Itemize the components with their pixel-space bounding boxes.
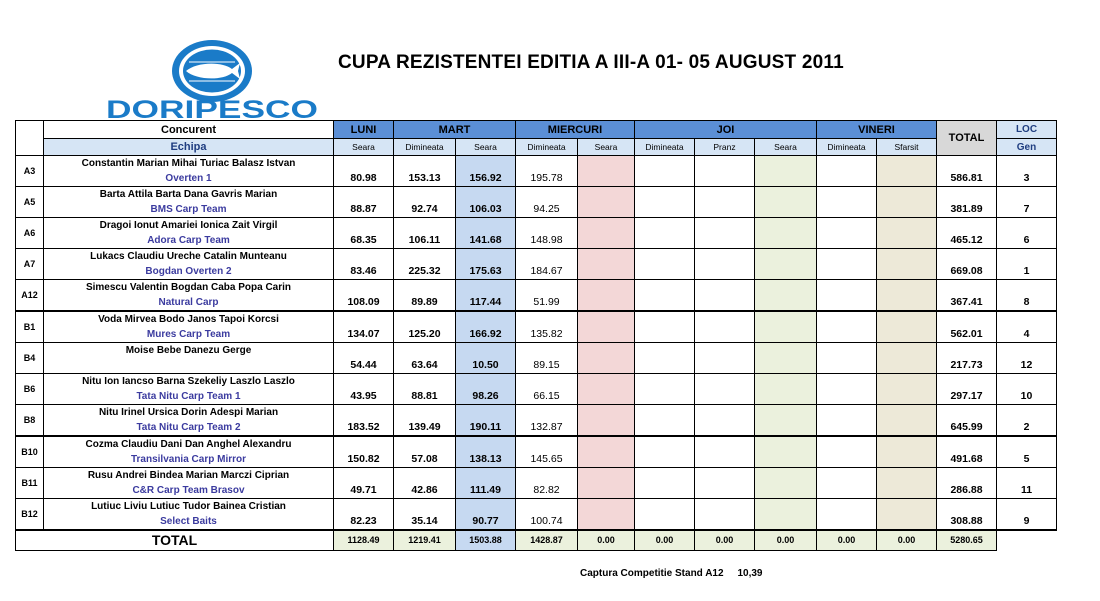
score-cell: [635, 156, 695, 187]
rank-cell: 11: [997, 468, 1057, 499]
score-cell: [755, 187, 817, 218]
score-cell: [817, 280, 877, 312]
row-total-cell: 669.08: [937, 249, 997, 280]
table-row: [16, 280, 1057, 312]
stand-cell: A6: [16, 218, 44, 249]
table-row: [16, 468, 1057, 499]
rank-cell: 6: [997, 218, 1057, 249]
row-total-cell: 286.88: [937, 468, 997, 499]
score-cell: 82.82: [516, 468, 578, 499]
score-cell: [695, 374, 755, 405]
score-cell: [755, 436, 817, 468]
score-cell: 166.92: [456, 311, 516, 343]
total-header: TOTAL: [937, 121, 997, 156]
rank-cell: 5: [997, 436, 1057, 468]
score-cell: 195.78: [516, 156, 578, 187]
competitor-cell: [44, 187, 334, 218]
score-cell: [877, 249, 937, 280]
score-cell: 10.50: [456, 343, 516, 374]
score-cell: 106.03: [456, 187, 516, 218]
rank-cell: 8: [997, 280, 1057, 312]
competitor-cell: [44, 374, 334, 405]
score-cell: 125.20: [394, 311, 456, 343]
team-name: Tata Nitu Carp Team 1: [136, 391, 241, 402]
session-header: Seara: [755, 139, 817, 156]
column-total-cell: 0.00: [817, 530, 877, 550]
score-cell: [635, 468, 695, 499]
column-total-cell: 1428.87: [516, 530, 578, 550]
row-total-cell: 367.41: [937, 280, 997, 312]
score-cell: [817, 343, 877, 374]
score-cell: 132.87: [516, 405, 578, 437]
score-cell: [635, 187, 695, 218]
session-header: Pranz: [695, 139, 755, 156]
row-total-cell: 217.73: [937, 343, 997, 374]
score-cell: 83.46: [334, 249, 394, 280]
team-name: [44, 358, 333, 373]
score-cell: [817, 156, 877, 187]
score-cell: [695, 468, 755, 499]
score-cell: 100.74: [516, 499, 578, 531]
table-row: [16, 218, 1057, 249]
row-total-cell: 465.12: [937, 218, 997, 249]
footer-value: 10,39: [737, 568, 763, 579]
competitor-names: Voda Mirvea Bodo Janos Tapoi Korcsi: [98, 314, 279, 325]
table-row: [16, 187, 1057, 218]
stand-cell: B6: [16, 374, 44, 405]
team-name: Natural Carp: [158, 297, 219, 308]
session-header: Dimineata: [817, 139, 877, 156]
score-cell: 82.23: [334, 499, 394, 531]
team-name: C&R Carp Team Brasov: [132, 485, 245, 496]
score-cell: 156.92: [456, 156, 516, 187]
concurent-header: Concurent: [44, 121, 334, 139]
score-cell: 42.86: [394, 468, 456, 499]
competitor-names: Nitu Ion Iancso Barna Szekeliy Laszlo Laszlo: [82, 376, 295, 387]
score-cell: [755, 374, 817, 405]
loc-header: LOC: [997, 121, 1057, 139]
score-cell: [578, 187, 635, 218]
rank-cell: 1: [997, 249, 1057, 280]
score-cell: 68.35: [334, 218, 394, 249]
score-cell: 80.98: [334, 156, 394, 187]
footer-note: [580, 568, 762, 579]
empty-cell: [997, 530, 1057, 550]
score-cell: [695, 249, 755, 280]
rank-cell: 12: [997, 343, 1057, 374]
competitor-names: Nitu Irinel Ursica Dorin Adespi Marian: [98, 407, 279, 418]
stand-cell: B1: [16, 311, 44, 343]
score-cell: 88.87: [334, 187, 394, 218]
score-cell: [695, 499, 755, 531]
team-name: Transilvania Carp Mirror: [130, 454, 247, 465]
competitor-cell: [44, 311, 334, 343]
column-total-cell: 0.00: [755, 530, 817, 550]
score-cell: 117.44: [456, 280, 516, 312]
score-cell: [635, 249, 695, 280]
competitor-names: Lukacs Claudiu Ureche Catalin Munteanu: [90, 251, 287, 262]
score-cell: 183.52: [334, 405, 394, 437]
score-cell: 148.98: [516, 218, 578, 249]
score-cell: 175.63: [456, 249, 516, 280]
score-cell: [817, 499, 877, 531]
score-cell: [817, 468, 877, 499]
competitor-cell: [44, 280, 334, 312]
column-total-cell: 0.00: [578, 530, 635, 550]
competitor-cell: [44, 499, 334, 531]
score-cell: [755, 499, 817, 531]
totals-row: [16, 530, 1057, 550]
score-cell: 35.14: [394, 499, 456, 531]
score-cell: [877, 374, 937, 405]
score-cell: [877, 156, 937, 187]
score-cell: 111.49: [456, 468, 516, 499]
score-cell: [695, 436, 755, 468]
score-cell: 135.82: [516, 311, 578, 343]
score-cell: [877, 343, 937, 374]
row-total-cell: 297.17: [937, 374, 997, 405]
rank-cell: 10: [997, 374, 1057, 405]
score-cell: 134.07: [334, 311, 394, 343]
score-cell: [578, 436, 635, 468]
row-total-cell: 491.68: [937, 436, 997, 468]
score-cell: [695, 280, 755, 312]
row-total-cell: 645.99: [937, 405, 997, 437]
rank-cell: 7: [997, 187, 1057, 218]
team-name: Adora Carp Team: [147, 235, 230, 246]
rank-cell: 9: [997, 499, 1057, 531]
score-cell: [817, 374, 877, 405]
footer-label: Captura Competitie Stand A12: [580, 568, 724, 579]
score-cell: 225.32: [394, 249, 456, 280]
row-total-cell: 586.81: [937, 156, 997, 187]
day-header-joi: JOI: [635, 121, 817, 139]
session-header: Seara: [456, 139, 516, 156]
score-cell: 66.15: [516, 374, 578, 405]
table-row: [16, 156, 1057, 187]
score-cell: [578, 468, 635, 499]
rank-cell: 4: [997, 311, 1057, 343]
day-header-vineri: VINERI: [817, 121, 937, 139]
score-cell: [578, 249, 635, 280]
team-name: Bogdan Overten 2: [145, 266, 232, 277]
score-cell: 106.11: [394, 218, 456, 249]
score-cell: 89.15: [516, 343, 578, 374]
column-total-cell: 0.00: [877, 530, 937, 550]
stand-cell: A7: [16, 249, 44, 280]
score-cell: [877, 187, 937, 218]
score-cell: [755, 249, 817, 280]
score-cell: [877, 405, 937, 437]
score-cell: [817, 249, 877, 280]
score-cell: [695, 156, 755, 187]
score-cell: [578, 156, 635, 187]
score-cell: [578, 280, 635, 312]
score-cell: [578, 218, 635, 249]
score-cell: 145.65: [516, 436, 578, 468]
score-cell: 88.81: [394, 374, 456, 405]
doripesco-logo: [104, 38, 320, 120]
score-cell: [635, 436, 695, 468]
score-cell: [817, 311, 877, 343]
score-cell: 141.68: [456, 218, 516, 249]
competitor-names: Simescu Valentin Bogdan Caba Popa Carin: [85, 282, 292, 293]
column-total-cell: 0.00: [635, 530, 695, 550]
score-cell: 108.09: [334, 280, 394, 312]
score-cell: [877, 436, 937, 468]
table-row: [16, 311, 1057, 343]
session-header: Seara: [334, 139, 394, 156]
score-cell: [877, 280, 937, 312]
score-cell: [755, 218, 817, 249]
score-cell: [635, 499, 695, 531]
score-cell: [635, 343, 695, 374]
score-cell: [877, 468, 937, 499]
competitor-cell: [44, 218, 334, 249]
score-cell: [635, 405, 695, 437]
score-cell: 90.77: [456, 499, 516, 531]
stand-cell: B12: [16, 499, 44, 531]
session-header: Dimineata: [394, 139, 456, 156]
score-cell: [635, 311, 695, 343]
score-cell: [817, 218, 877, 249]
team-name: Mures Carp Team: [146, 329, 231, 340]
score-cell: [578, 374, 635, 405]
score-cell: [635, 218, 695, 249]
score-cell: [695, 311, 755, 343]
score-cell: 150.82: [334, 436, 394, 468]
score-cell: 184.67: [516, 249, 578, 280]
score-cell: 139.49: [394, 405, 456, 437]
session-header: Sfarsit: [877, 139, 937, 156]
competitor-names: Lutiuc Liviu Lutiuc Tudor Bainea Cristian: [91, 501, 286, 512]
logo-brand-text: DORIPESCO: [106, 96, 318, 120]
score-cell: 190.11: [456, 405, 516, 437]
competitor-cell: [44, 468, 334, 499]
score-cell: [755, 311, 817, 343]
gen-header: Gen: [997, 139, 1057, 156]
score-cell: [635, 374, 695, 405]
team-name: Select Baits: [160, 516, 217, 527]
grand-total-cell: 5280.65: [937, 530, 997, 550]
score-cell: [578, 311, 635, 343]
score-cell: [695, 218, 755, 249]
competitor-cell: [44, 156, 334, 187]
stand-header: [16, 121, 44, 156]
score-cell: [817, 436, 877, 468]
score-cell: [695, 405, 755, 437]
competitor-names: Barta Attila Barta Dana Gavris Marian: [99, 189, 278, 200]
day-header-mart: MART: [394, 121, 516, 139]
score-cell: [578, 405, 635, 437]
score-cell: [755, 280, 817, 312]
score-cell: [755, 405, 817, 437]
stand-cell: A3: [16, 156, 44, 187]
score-cell: 57.08: [394, 436, 456, 468]
results-table: [15, 120, 1057, 551]
score-cell: [877, 311, 937, 343]
stand-cell: B11: [16, 468, 44, 499]
logo-stripe-top: [189, 61, 235, 63]
score-cell: [578, 343, 635, 374]
stand-cell: A5: [16, 187, 44, 218]
session-header: Dimineata: [635, 139, 695, 156]
stand-cell: B8: [16, 405, 44, 437]
score-cell: [817, 187, 877, 218]
score-cell: [877, 218, 937, 249]
score-cell: 153.13: [394, 156, 456, 187]
page-title: CUPA REZISTENTEI EDITIA A III-A 01- 05 AUGUST 2011: [338, 52, 844, 73]
score-cell: 94.25: [516, 187, 578, 218]
score-cell: 49.71: [334, 468, 394, 499]
competitor-cell: [44, 343, 334, 374]
row-total-cell: 381.89: [937, 187, 997, 218]
team-name: Overten 1: [165, 173, 212, 184]
score-cell: [817, 405, 877, 437]
competitor-cell: [44, 405, 334, 437]
row-total-cell: 562.01: [937, 311, 997, 343]
table-row: [16, 499, 1057, 531]
totals-label: TOTAL: [16, 530, 334, 550]
competitor-names: Cozma Claudiu Dani Dan Anghel Alexandru: [85, 439, 292, 450]
competitor-cell: [44, 436, 334, 468]
echipa-header: Echipa: [44, 139, 334, 156]
score-cell: 98.26: [456, 374, 516, 405]
day-header-miercuri: MIERCURI: [516, 121, 635, 139]
table-row: [16, 249, 1057, 280]
competitor-names: Constantin Marian Mihai Turiac Balasz Istvan: [81, 158, 296, 169]
table-row: [16, 436, 1057, 468]
competitor-names: Dragoi Ionut Amariei Ionica Zait Virgil: [99, 220, 278, 231]
score-cell: [877, 499, 937, 531]
score-cell: 92.74: [394, 187, 456, 218]
row-total-cell: 308.88: [937, 499, 997, 531]
score-cell: [755, 343, 817, 374]
column-total-cell: 0.00: [695, 530, 755, 550]
score-cell: [695, 187, 755, 218]
competitor-cell: [44, 249, 334, 280]
stand-cell: A12: [16, 280, 44, 312]
stand-cell: B10: [16, 436, 44, 468]
rank-cell: 3: [997, 156, 1057, 187]
score-cell: 43.95: [334, 374, 394, 405]
score-cell: [755, 468, 817, 499]
score-cell: 63.64: [394, 343, 456, 374]
session-header: Seara: [578, 139, 635, 156]
column-total-cell: 1219.41: [394, 530, 456, 550]
competitor-names: Moise Bebe Danezu Gerge: [125, 345, 252, 356]
score-cell: 51.99: [516, 280, 578, 312]
logo-stripe-bottom: [189, 80, 235, 82]
competitor-names: Rusu Andrei Bindea Marian Marczi Ciprian: [87, 470, 290, 481]
rank-cell: 2: [997, 405, 1057, 437]
score-cell: 138.13: [456, 436, 516, 468]
column-total-cell: 1503.88: [456, 530, 516, 550]
score-cell: [635, 280, 695, 312]
score-cell: [695, 343, 755, 374]
session-header: Dimineata: [516, 139, 578, 156]
table-row: [16, 374, 1057, 405]
score-cell: 89.89: [394, 280, 456, 312]
score-cell: [755, 156, 817, 187]
score-cell: 54.44: [334, 343, 394, 374]
day-header-luni: LUNI: [334, 121, 394, 139]
table-row: [16, 405, 1057, 437]
table-row: [16, 343, 1057, 374]
column-total-cell: 1128.49: [334, 530, 394, 550]
team-name: BMS Carp Team: [150, 204, 227, 215]
stand-cell: B4: [16, 343, 44, 374]
team-name: Tata Nitu Carp Team 2: [136, 422, 241, 433]
score-cell: [578, 499, 635, 531]
